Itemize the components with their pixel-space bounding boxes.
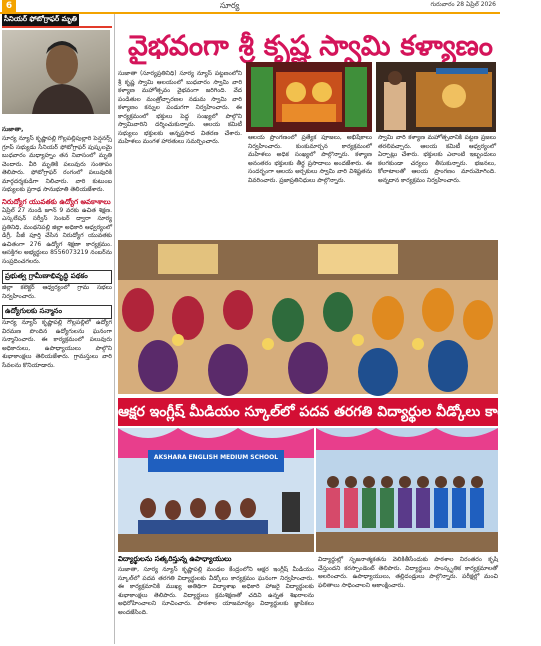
portrait-icon	[2, 30, 110, 114]
school-sign: AKSHARA ENGLISH MEDIUM SCHOOL	[153, 454, 279, 461]
masthead-bar	[0, 0, 500, 14]
issue-date: గురువారం 28 ఏప్రిల్ 2026	[430, 1, 496, 8]
obituary-title: సీనియర్ ఫోటోగ్రాఫర్ మృతి	[2, 14, 112, 28]
school-text-col-1: సుజాతా, సూర్య న్యూస్ కృష్ణాపల్లి మండల కేంద్రంలోని ఆక్షర ఇంగ్లీష్ మీడియం స్కూల్‌లో పదవ తరగతి విద్యార్థులకు వీడ్కోలు కార్యక్రమం ఘనంగా నిర్వహించారు. ఈ కార్యక్రమానికి ముఖ్య అతిథిగా విద్యాశాఖ అధికారి హాజరై విద్యార్థులకు శుభాకాంక్షలు తెలిపారు. విద్యార్థులు క్రమశిక్షణతో చదివి ఉన్నత శిఖరాలను అధిరోహించాలని సూచించారు. పాఠశాల యాజమాన్యం విద్యార్థులకు జ్ఞాపికలు అందజేసింది.	[118, 566, 314, 616]
left-column	[2, 14, 112, 644]
column-divider	[114, 14, 115, 644]
story-col-3: స్వామి వారి కళ్యాణ మహోత్సవానికి పట్టణ ప్రజలు తరలివచ్చారు. ఆలయ కమిటీ ఆధ్వర్యంలో ఏర్పాట్లు చేశారు. భక్తులకు ఎలాంటి ఇబ్బందులు కలగకుండా చర్యలు తీసుకున్నారు. భజనలు, కోలాటాలతో ఆలయ ప్రాంగణం మారుమోగింది. అన్నదాన కార్యక్రమం నిర్వహించారు.	[378, 134, 496, 184]
deity-photo	[246, 62, 372, 132]
rep-text: జిల్లా కలెక్టర్ ఆధ్వర్యంలో గ్రామ సభలు నిర్వహించారు.	[2, 284, 112, 300]
school-text-col-2: విద్యార్థుల్లో సృజనాత్మకతను వెలికితీసేందుకు పాఠశాల నిరంతరం కృషి చేస్తుందని కరస్పాండెంట్ తెలిపారు. విద్యార్థులు సాంస్కృతిక కార్యక్రమాలతో అలరించారు. ఉపాధ్యాయులు, తల్లిదండ్రులు పాల్గొన్నారు. పరీక్షల్లో మంచి ఫలితాలు సాధించాలని ఆకాంక్షించారు.	[318, 556, 498, 589]
camp-text: ఏప్రిల్ 27 నుండి జూన్ 9 వరకు ఉచిత శిక్షణ. ఎస్కలేషన్ సర్వీస్ సెంటర్ ద్వారా సూర్య ప్రతినిధి, మంథనిపల్లి జిల్లా అధికారి ఆధ్వర్యంలో డిగ్రీ, పీజీ పూర్తి చేసిన నిరుద్యోగ యువతకు ఉచితంగా 276 ఉద్యోగ శిక్షణా కార్యక్రమం. ఆసక్తిగల అభ్యర్థులు 8556073219 నంబర్‌ను సంప్రదించగలరు.	[2, 206, 112, 265]
ritual-photo	[376, 62, 496, 132]
obituary-photo	[2, 30, 110, 114]
school-group-photo	[316, 428, 498, 552]
obituary-dateline: సుజాతా,	[2, 126, 24, 133]
paper-name: సూర్య	[220, 1, 240, 10]
story-col-2: ఆలయ ప్రాంగణంలో ప్రత్యేక పూజలు, అభిషేకాలు నిర్వహించారు. కుంకుమార్చన కార్యక్రమంలో మహిళలు అధిక సంఖ్యలో పాల్గొన్నారు. కళ్యాణ అనంతరం భక్తులకు తీర్థ ప్రసాదాలు అందజేశారు. ఈ సందర్భంగా ఆలయ అర్చకులు స్వామి వారి విశిష్టతను వివరించారు. ప్రజాప్రతినిధులు పాల్గొన్నారు.	[248, 134, 372, 184]
obituary-text: సూర్య న్యూస్ కృష్ణాపల్లి గొల్లపల్లిపుల్లారి పెన్షనర్స్ గ్రూప్ సభ్యుడు సీనియర్ ఫోటోగ్రాఫర్ పుష్కలమై బుధవారం మధ్యాహ్నం తన నివాసంలో మృతి చెందారు. వీరి మృతికి పలువురు సంతాపం తెలిపారు. ఫోటోగ్రాఫర్ రంగంలో పలువురికి మార్గదర్శకుడిగా నిలిచారు. వారి కుటుంబ సభ్యులకు ప్రగాఢ సానుభూతి తెలియజేశారు.	[2, 135, 112, 193]
kalyanam-crowd-photo	[118, 240, 498, 394]
brief-text: సూర్య న్యూస్ కృష్ణాపల్లి గొల్లపల్లిలో ఉద్యోగ విరమణ పొందిన ఉద్యోగులను ఘనంగా సన్మానించారు. ఈ కార్యక్రమంలో పలువురు అధికారులు, ఉపాధ్యాయులు పాల్గొని శుభాకాంక్షలు తెలియజేశారు. గ్రామస్తులు వారి సేవలను కొనియాడారు.	[2, 319, 112, 369]
camp-heading: నిరుద్యోగ యువతకు ఉద్యోగ అవకాశాలు	[2, 197, 111, 206]
main-headline: వైభవంగా శ్రీ కృష్ణ స్వామి కళ్యాణం	[128, 29, 493, 62]
page-number: 6	[2, 0, 16, 12]
school-stage-photo	[118, 428, 314, 552]
rep-heading: ప్రభుత్వ గ్రామీణాభివృద్ధి పథకం	[2, 270, 112, 284]
school-caption: విద్యార్థులను సత్కరిస్తున్న ఉపాధ్యాయులు	[118, 555, 232, 563]
story-col-1: సుజాతా (సూర్యప్రతినిధి) సూర్య న్యూస్ పట్టణంలోని శ్రీ కృష్ణ స్వామి ఆలయంలో బుధవారం స్వామి వారి కళ్యాణ మహోత్సవం వైభవంగా జరిగింది. వేద పండితుల మంత్రోచ్ఛారణల నడుమ స్వామి వారి కళ్యాణం కన్నుల పండుగగా నిర్వహించారు. ఈ కార్యక్రమంలో భక్తులు పెద్ద సంఖ్యలో పాల్గొని స్వామివారిని దర్శించుకున్నారు. ఆలయ కమిటీ సభ్యులు భక్తులకు అన్నప్రసాద వితరణ చేశారు. మహిళలు మంగళ హారతులు సమర్పించారు.	[118, 70, 242, 145]
brief-heading: ఉద్యోగులకు సన్మానం	[2, 305, 112, 319]
school-headline: ఆక్షర ఇంగ్లీష్ మీడియం స్కూల్‌లో పదవ తరగతి విద్యార్థుల వీడ్కోలు కార్యక్రమం	[118, 398, 498, 426]
